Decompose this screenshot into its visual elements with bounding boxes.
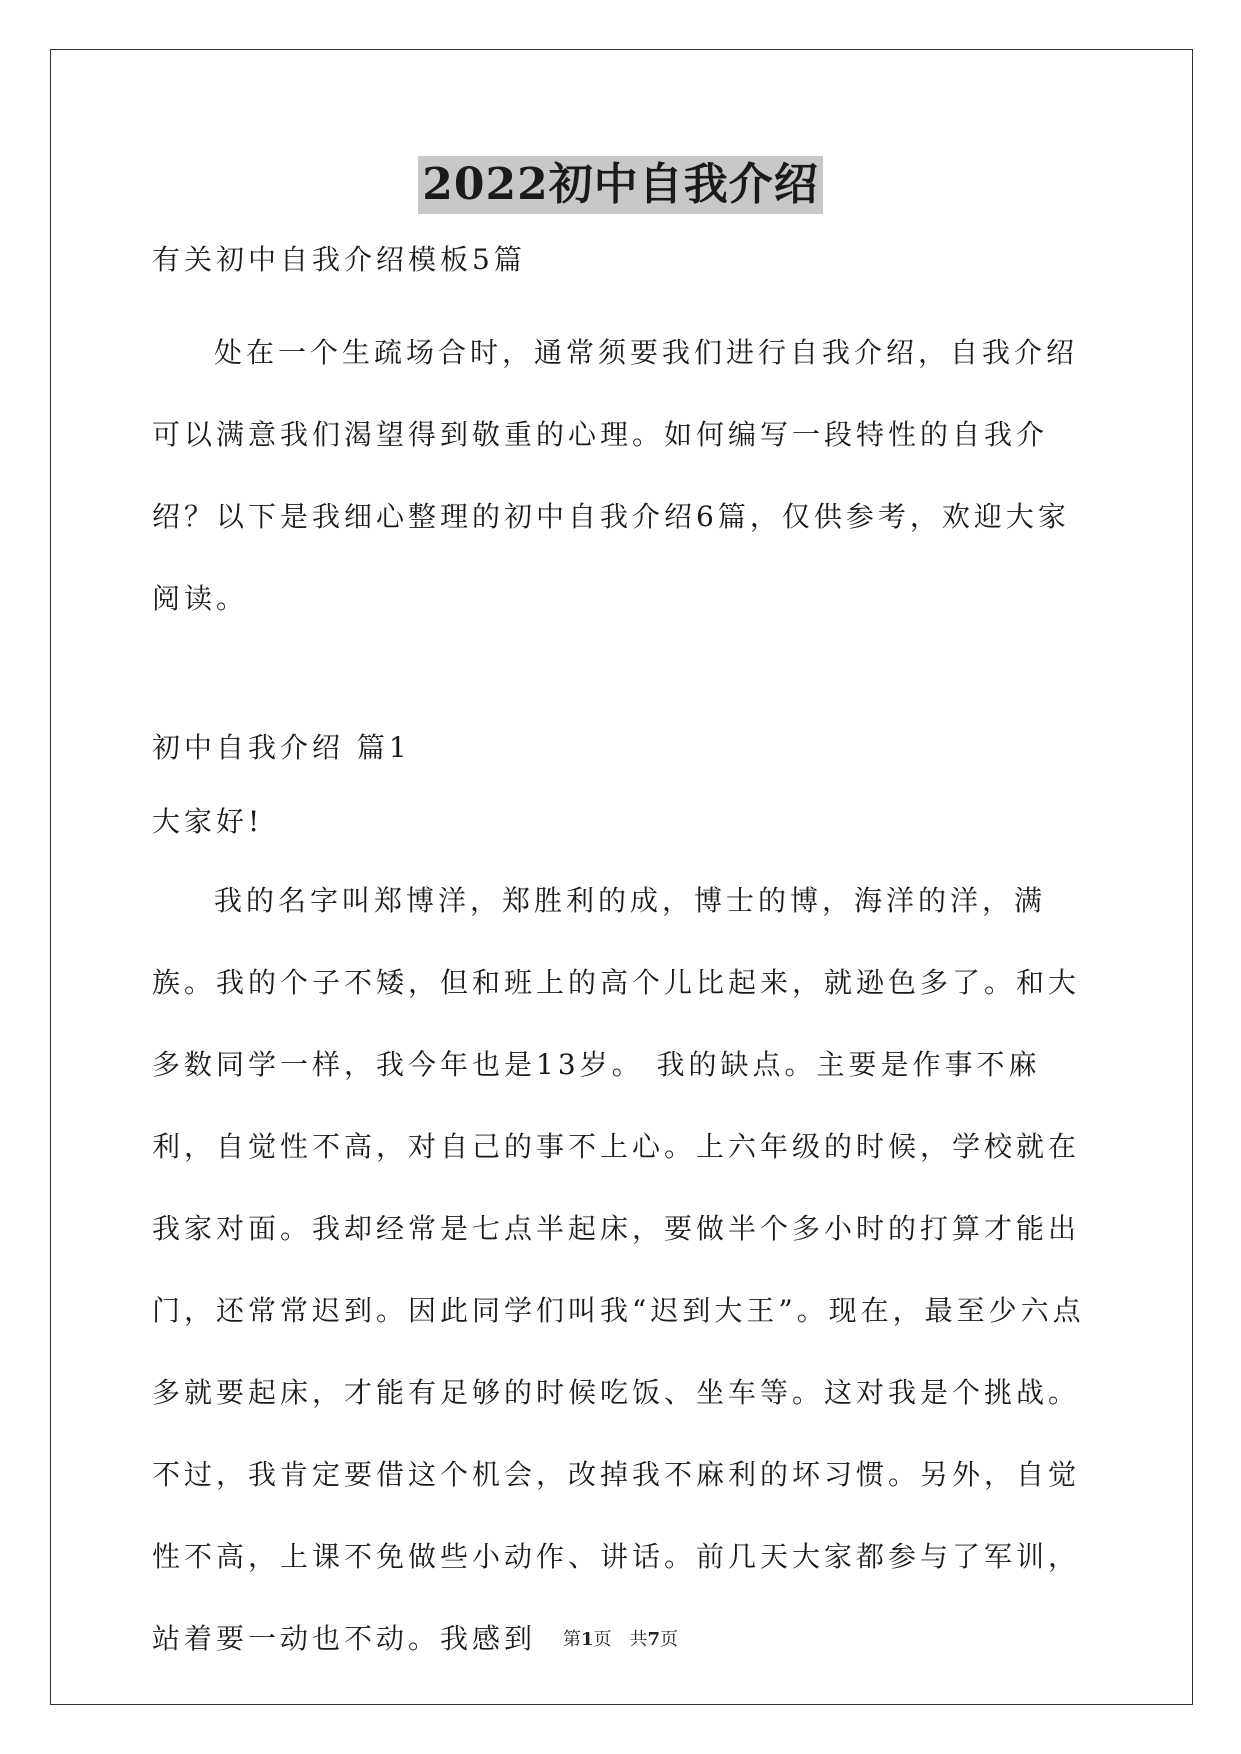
document-body [152,240,1092,1680]
footer-mid: 页 共 [593,1629,648,1650]
greeting-line: 大家好! [152,805,264,838]
footer-current-page: 1 [580,1629,594,1650]
intro-paragraph: 处在一个生疏场合时，通常须要我们进行自我介绍，自我介绍可以满意我们渴望得到敬重的心理。如何编写一段特性的自我介绍？以下是我细心整理的初中自我介绍6篇，仅供参考，欢迎大家阅读。 [152,336,1079,615]
section-heading: 初中自我介绍 篇1 [152,731,411,764]
footer-suffix: 页 [660,1629,679,1650]
footer-prefix: 第 [562,1629,581,1650]
footer-total-pages: 7 [647,1629,661,1650]
body-paragraph: 我的名字叫郑博洋，郑胜利的成，博士的博，海洋的洋，满族。我的个子不矮，但和班上的高个儿比起来，就逊色多了。和大多数同学一样，我今年也是13岁。 我的缺点。主要是作事不麻利，自觉性不高，对自己的事不上心。上六年级的时候，学校就在我家对面。我却经常是七点半起床，要做半个多小时的打算才能出门，还常常迟到。因此同学们叫我“迟到大王”。现在，最至少六点多就要起床，才能有足够的时候吃饭、坐车等。这对我是个挑战。不过，我肯定要借这个机会，改掉我不麻利的坏习惯。另外，自觉性不高，上课不免做些小动作、讲话。前几天大家都参与了军训，站着要一动也不动。我感到 [152,884,1085,1655]
page-footer [0,1625,1241,1651]
document-title [0,156,1241,214]
document-subtitle: 有关初中自我介绍模板5篇 [152,243,526,276]
document-title-text: 2022初中自我介绍 [418,156,822,214]
